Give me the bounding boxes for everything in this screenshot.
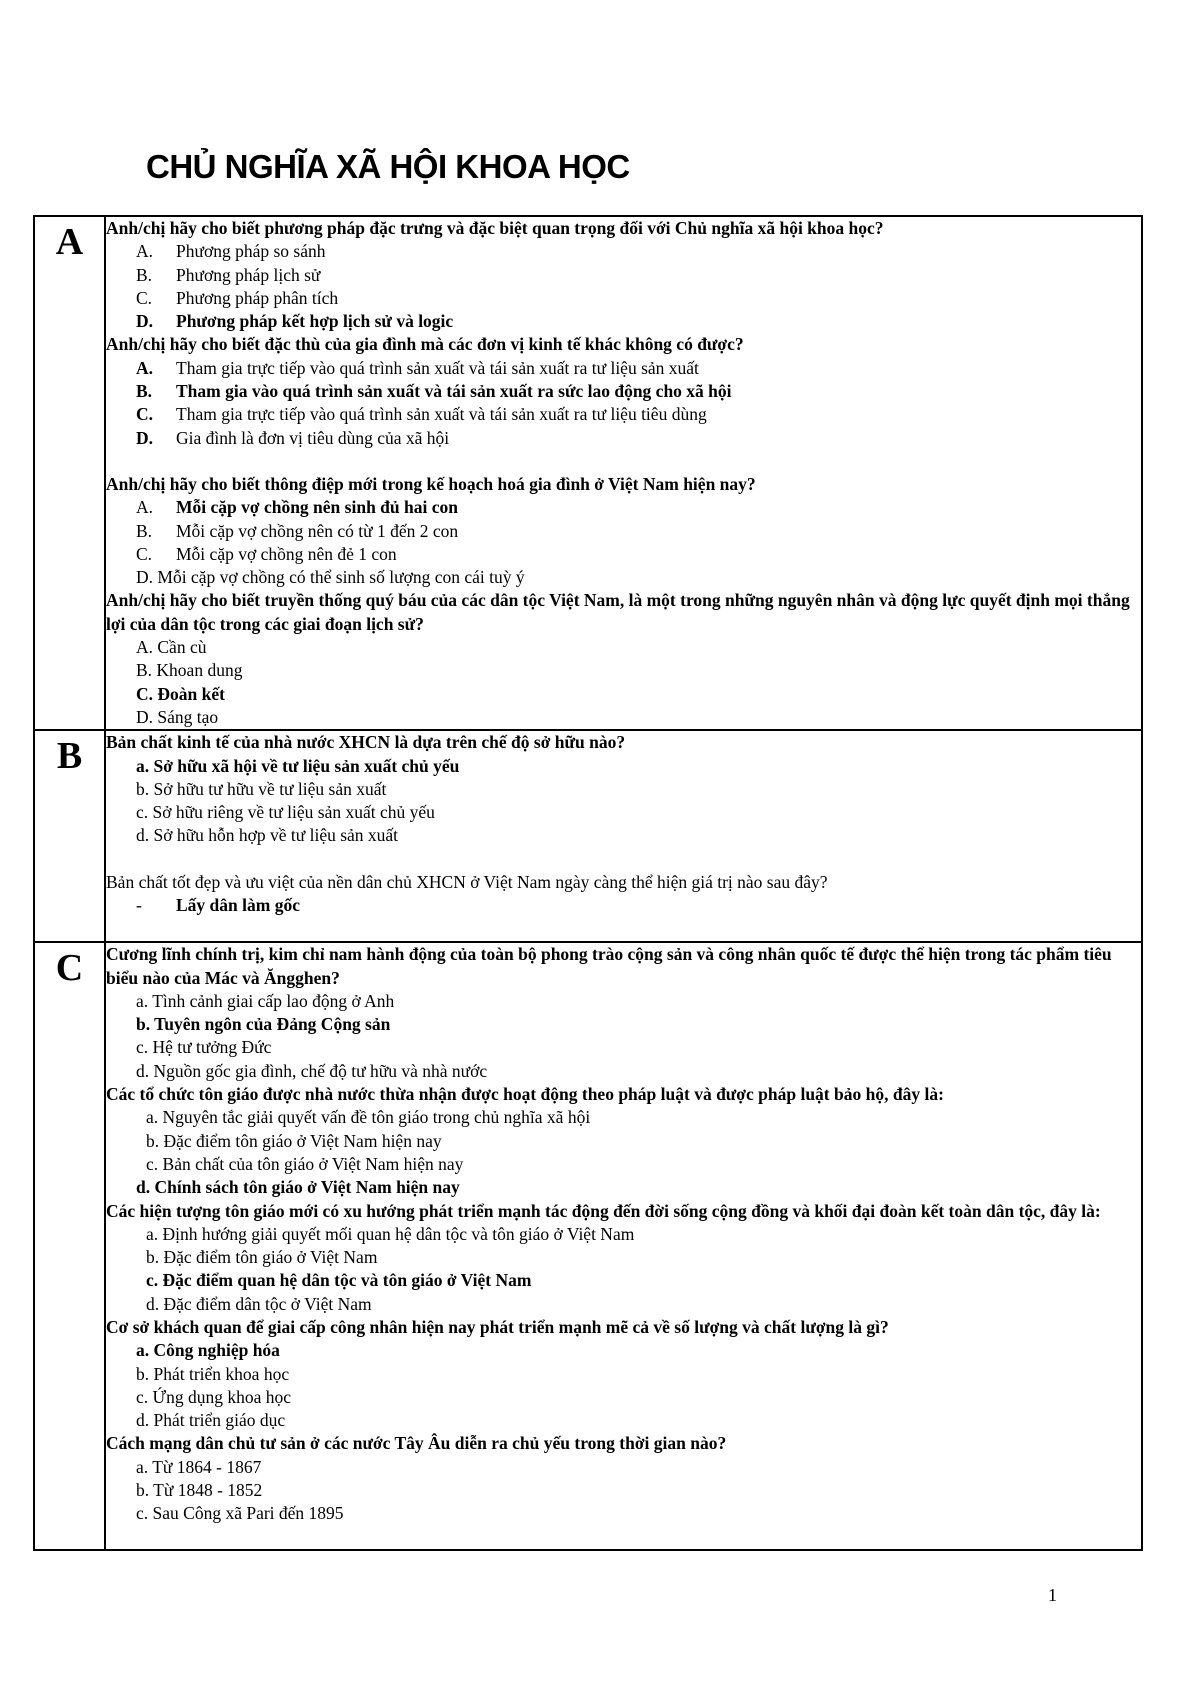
answer-option: B. Mỗi cặp vợ chồng nên có từ 1 đến 2 con — [136, 520, 459, 541]
answer-option: b. Sở hữu tư hữu về tư liệu sản xuất — [136, 778, 387, 799]
correct-answer-option: b. Tuyên ngôn của Đảng Cộng sản — [136, 1014, 391, 1035]
answer-option: B. Phương pháp lịch sử — [136, 264, 321, 285]
answer-option: C. Tham gia trực tiếp vào quá trình sản xuất và tái sản xuất ra tư liệu tiêu dùng — [136, 404, 707, 425]
question-text: Cơ sở khách quan để giai cấp công nhân hiện nay phát triển mạnh mẽ cả về số lượng và chất lượng là gì? — [106, 1316, 889, 1337]
page-number: 1 — [1048, 1585, 1057, 1605]
answer-option: b. Từ 1848 - 1852 — [136, 1480, 263, 1501]
section-letter-b: B — [34, 730, 105, 942]
correct-answer-option: C. Đoàn kết — [136, 683, 225, 704]
answer-option: b. Phát triển khoa học — [136, 1363, 290, 1384]
answer-option: b. Đặc điểm tôn giáo ở Việt Nam hiện nay — [146, 1130, 442, 1151]
question-text: Anh/chị hãy cho biết thông điệp mới trong kế hoạch hoá gia đình ở Việt Nam hiện nay? — [106, 473, 756, 494]
question-text: Các tổ chức tôn giáo được nhà nước thừa nhận được hoạt động theo pháp luật và được pháp luật bảo hộ, đây là: — [106, 1084, 944, 1105]
section-letter-a: A — [34, 216, 105, 730]
answer-option: A. Cần cù — [136, 637, 207, 658]
question-text: Anh/chị hãy cho biết phương pháp đặc trưng và đặc biệt quan trọng đối với Chủ nghĩa xã hội khoa học? — [106, 218, 884, 238]
question-text: Cương lĩnh chính trị, kim chỉ nam hành động của toàn bộ phong trào cộng sản và công nhân quốc tế được thể hiện trong tác phẩm tiêu biểu nào của Mác và Ăngghen? — [106, 944, 1112, 988]
answer-option: d. Phát triển giáo dục — [136, 1410, 286, 1431]
answer-option: a. Định hướng giải quyết mối quan hệ dân tộc và tôn giáo ở Việt Nam — [146, 1223, 635, 1244]
correct-answer-option: B. Tham gia vào quá trình sản xuất và tái sản xuất ra sức lao động cho xã hội — [136, 381, 732, 402]
answer-option: A. Tham gia trực tiếp vào quá trình sản xuất và tái sản xuất ra tư liệu sản xuất — [136, 357, 699, 378]
answer-option: a. Nguyên tắc giải quyết vấn đề tôn giáo trong chủ nghĩa xã hội — [146, 1107, 591, 1128]
answer-option: c. Bản chất của tôn giáo ở Việt Nam hiện nay — [146, 1153, 464, 1174]
question-text: Bản chất kinh tế của nhà nước XHCN là dựa trên chế độ sở hữu nào? — [106, 732, 626, 753]
answer-option: c. Hệ tư tưởng Đức — [136, 1037, 272, 1058]
answer-option: A. Phương pháp so sánh — [136, 241, 326, 262]
section-letter-c: C — [34, 942, 105, 1550]
answer-option: c. Sở hữu riêng về tư liệu sản xuất chủ yếu — [136, 802, 435, 823]
answer-option: a. Từ 1864 - 1867 — [136, 1456, 262, 1477]
answer-option: D. Sáng tạo — [136, 706, 219, 727]
answer-option: d. Đặc điểm dân tộc ở Việt Nam — [146, 1293, 372, 1314]
section-row-c — [34, 942, 1142, 1550]
answer-option: D. Gia đình là đơn vị tiêu dùng của xã hội — [136, 427, 450, 448]
question-text: Bản chất tốt đẹp và ưu việt của nền dân chủ XHCN ở Việt Nam ngày càng thể hiện giá trị nào sau đây? — [106, 871, 828, 892]
correct-answer-option: a. Sở hữu xã hội về tư liệu sản xuất chủ yếu — [136, 755, 460, 776]
section-row-a — [34, 216, 1142, 730]
correct-answer-option: c. Đặc điểm quan hệ dân tộc và tôn giáo ở Việt Nam — [146, 1270, 532, 1291]
quiz-table — [33, 215, 1143, 1551]
answer-option: b. Đặc điểm tôn giáo ở Việt Nam — [146, 1247, 378, 1268]
answer-option: C. Phương pháp phân tích — [136, 287, 339, 308]
page-title: CHỦ NGHĨA XÃ HỘI KHOA HỌC — [146, 148, 630, 185]
answer-option: D. Mỗi cặp vợ chồng có thể sinh số lượng con cái tuỳ ý — [136, 567, 525, 588]
answer-option: a. Tình cảnh giai cấp lao động ở Anh — [136, 990, 395, 1011]
correct-answer-option: a. Công nghiệp hóa — [136, 1340, 280, 1361]
answer-option: C. Mỗi cặp vợ chồng nên đẻ 1 con — [136, 543, 397, 564]
answer-option: c. Sau Công xã Pari đến 1895 — [136, 1503, 344, 1524]
section-content-b — [105, 730, 1142, 942]
question-text: Cách mạng dân chủ tư sản ở các nước Tây Âu diễn ra chủ yếu trong thời gian nào? — [106, 1433, 727, 1454]
answer-option: B. Khoan dung — [136, 660, 243, 681]
correct-answer-option: d. Chính sách tôn giáo ở Việt Nam hiện nay — [136, 1177, 460, 1198]
correct-answer-option: - Lấy dân làm gốc — [136, 895, 300, 916]
question-text: Các hiện tượng tôn giáo mới có xu hướng phát triển mạnh tác động đến đời sống cộng đồng và khối đại đoàn kết toàn dân tộc, đây là: — [106, 1200, 1101, 1221]
section-row-b — [34, 730, 1142, 942]
answer-option: d. Sở hữu hỗn hợp về tư liệu sản xuất — [136, 825, 399, 846]
correct-answer-option: A. Mỗi cặp vợ chồng nên sinh đủ hai con — [136, 497, 458, 518]
section-content-c — [105, 942, 1142, 1550]
correct-answer-option: D. Phương pháp kết hợp lịch sử và logic — [136, 311, 454, 332]
question-text: Anh/chị hãy cho biết đặc thù của gia đình mà các đơn vị kinh tế khác không có được? — [106, 334, 744, 355]
question-text: Anh/chị hãy cho biết truyền thống quý báu của các dân tộc Việt Nam, là một trong những nguyên nhân và động lực quyết định mọi thắng lợi của dân tộc trong các giai đoạn lịch sử? — [106, 590, 1130, 634]
section-content-a — [105, 216, 1142, 730]
answer-option: c. Ứng dụng khoa học — [136, 1386, 292, 1407]
answer-option: d. Nguồn gốc gia đình, chế độ tư hữu và nhà nước — [136, 1060, 488, 1081]
